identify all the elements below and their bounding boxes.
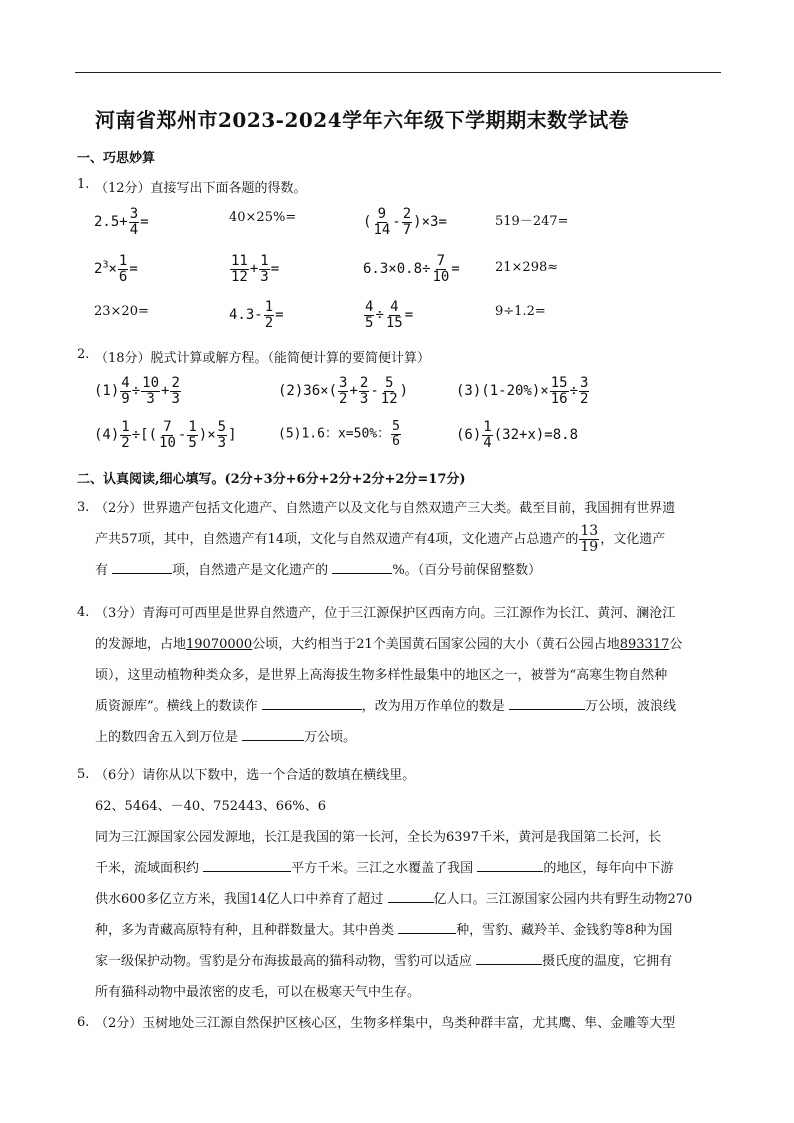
- q1-item-10: 4.3- $\frac{1}{2}$ =: [229, 299, 284, 331]
- q1-item-8: 21×298≈: [495, 260, 559, 275]
- q5-blank-4[interactable]: [398, 920, 456, 934]
- q1-item-7: 6.3×0.8÷ $\frac{7}{10}$ =: [363, 253, 460, 285]
- q1-item-4: 519－247=: [495, 214, 569, 229]
- q1-item-11: $\frac{4}{5}$ ÷ $\frac{4}{15}$ =: [365, 299, 414, 331]
- q5-blank-5[interactable]: [476, 951, 542, 965]
- q1-item-1: 2.5+ $\frac{3}{4}$ =: [94, 206, 149, 238]
- q2-expr-4: (4) $\frac{1}{2}$ ÷[( $\frac{7}{10}$ - $\frac{1}{5}$ )× $\frac{5}{3}$ ]: [94, 419, 237, 451]
- q2-expr-2: (2)36×( $\frac{3}{2}$ + $\frac{2}{3}$ - $\frac{5}{12}$ ): [278, 375, 409, 407]
- q3-body: （2分）世界遗产包括文化遗产、自然遗产以及文化与自然双遗产三大类。截至目前，我国拥有世界遗 产共57项，其中，自然遗产有14项，文化与自然双遗产有4项，文化遗产占总遗产的 $\frac{13}{19}$ ，文化遗产 有 项，自然遗产是文化遗产的 %。（百分号前保留整数）: [95, 501, 676, 578]
- q2-expr-6: (6) $\frac{1}{4}$ (32+x)=8.8: [456, 419, 579, 451]
- q6-body: （2分）玉树地处三江源自然保护区核心区，生物多样集中，鸟类种群丰富，尤其鹰、隼、金雕等大型: [95, 1016, 676, 1031]
- q5-body: （6分）请你从以下数中，选一个合适的数填在横线里。 62、5464、－40、752443、66%、6 同为三江源国家公园发源地，长江是我国的第一长河，全长为6397千米，黄河是我国第二长河，长 千米，流域面积约 平方千米。三江之水覆盖了我国 的地区，每年向中下游 供水600多亿立方米，我国14亿人口中养育了超过 亿人口。三江源国家公园内共有野生动物270 种，多为青藏高原特有种，且种群数量大。其中兽类 种，雪豹、藏羚羊、金钱豹等8种为国 家一级保护动物。雪豹是分布海拔最高的猫科动物，雪豹可以适应 摄氏度的温度，它拥有 所有猫科动物中最浓密的皮毛，可以在极寒天气中生存。: [95, 768, 693, 1000]
- q1-item-3: ( $\frac{9}{14}$ - $\frac{2}{7}$ )×3=: [363, 206, 447, 238]
- q5-blank-2[interactable]: [477, 858, 543, 872]
- q1-item-9: 23×20=: [94, 304, 149, 319]
- q3-number: 3.: [77, 500, 90, 515]
- q1-number: 1.: [77, 177, 90, 192]
- q4-number: 4.: [77, 605, 90, 620]
- q4-blank-3[interactable]: [242, 727, 304, 741]
- q3-blank-2[interactable]: [332, 560, 392, 574]
- q4-body: （3分）青海可可西里是世界自然遗产，位于三江源保护区西南方向。三江源作为长江、黄河、澜沧江 的发源地，占地19070000公顷，大约相当于21个美国黄石国家公园的大小（黄石公园占地893317公 顷），这里动植物种类众多，是世界上高海拔生物多样性最集中的地区之一，被誉为“高寒生物自然种 质资源库”。横线上的数读作 ，改为用万作单位的数是 万公顷，波浪线 上的数四舍五入到万位是 万公顷。: [95, 606, 683, 745]
- q5-blank-3[interactable]: [388, 889, 434, 903]
- q1-item-6: $\frac{11}{12}$ + $\frac{1}{3}$ =: [231, 253, 280, 285]
- q4-blank-1[interactable]: [262, 696, 362, 710]
- q2-stem: （18分）脱式计算或解方程。（能简便计算的要简便计算）: [95, 351, 431, 366]
- q1-stem: （12分）直接写出下面各题的得数。: [95, 181, 307, 196]
- q2-expr-1: (1) $\frac{4}{9}$ ÷ $\frac{10}{3}$ + $\frac{2}{3}$: [94, 375, 180, 407]
- q5-number: 5.: [77, 767, 90, 782]
- q4-blank-2[interactable]: [509, 696, 585, 710]
- q6-number: 6.: [77, 1015, 90, 1030]
- q1-item-12: 9÷1.2=: [495, 304, 546, 319]
- section-1-heading: 一、巧思妙算: [77, 151, 156, 166]
- q3-blank-1[interactable]: [112, 560, 172, 574]
- q2-expr-5: (5)1.6：x=50%： $\frac{5}{6}$: [278, 419, 400, 449]
- header-rule: [75, 72, 721, 73]
- q2-expr-3: (3)(1-20%)× $\frac{15}{16}$ ÷ $\frac{3}{2}$: [456, 375, 589, 407]
- q5-blank-1[interactable]: [203, 858, 291, 872]
- section-2-heading: 二、认真阅读,细心填写。(2分+3分+6分+2分+2分+2分=17分): [77, 472, 466, 487]
- q1-item-5: $2^3\times$ $\frac{1}{6}$ =: [94, 253, 138, 285]
- q1-item-2: 40×25%=: [229, 210, 297, 225]
- q2-number: 2.: [77, 347, 90, 362]
- page-title: 河南省郑州市2023-2024学年六年级下学期期末数学试卷: [95, 108, 630, 132]
